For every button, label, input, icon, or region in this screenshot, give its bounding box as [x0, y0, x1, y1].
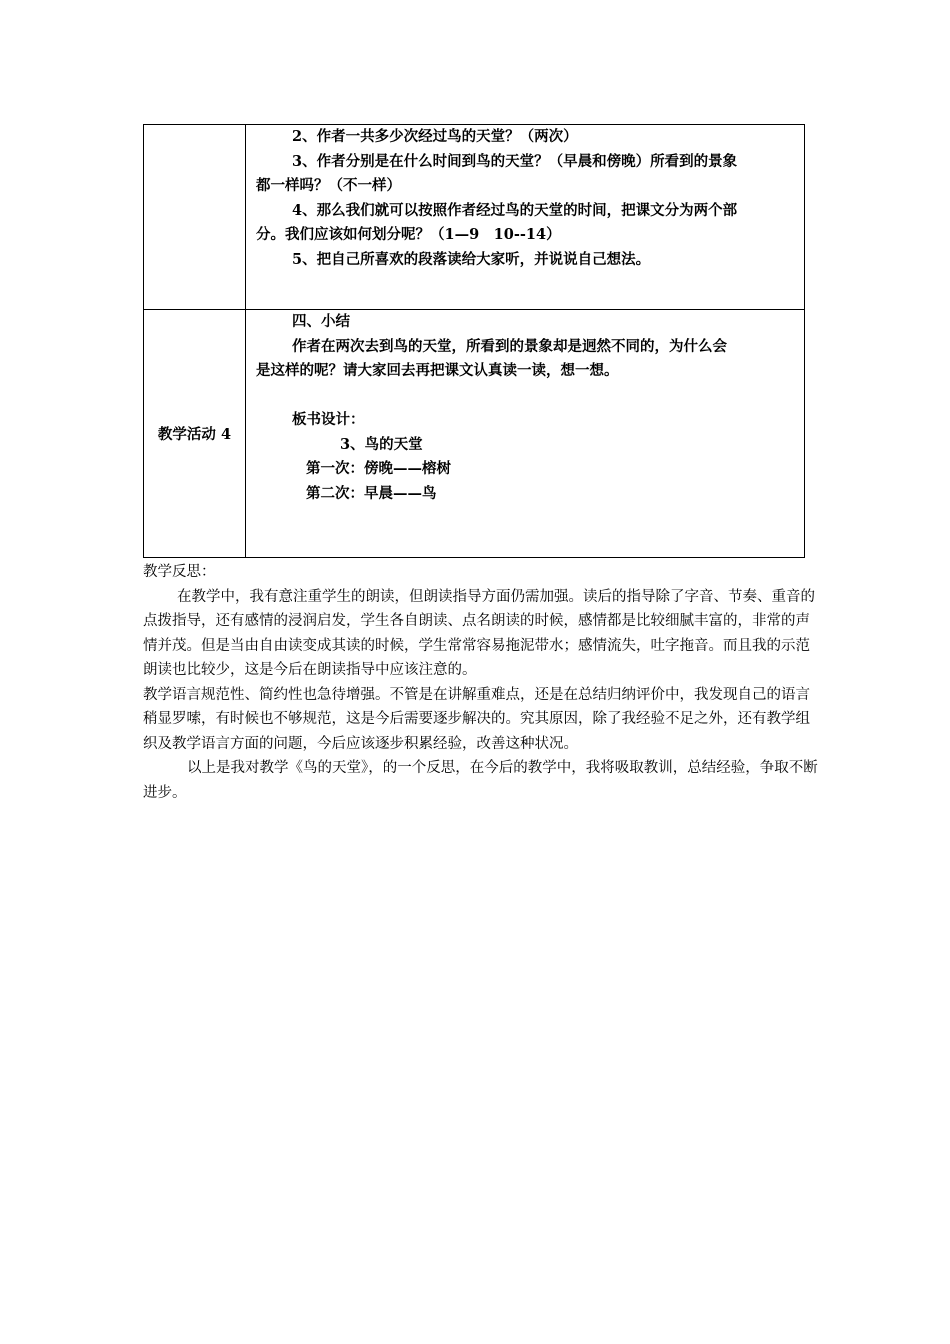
- activity-content-cell: [246, 125, 805, 310]
- summary-heading: 四、小结: [292, 313, 350, 330]
- board-design-title: 3、鸟的天堂: [340, 435, 423, 453]
- question-line: 4、那么我们就可以按照作者经过鸟的天堂的时间，把课文分为两个部: [292, 201, 738, 219]
- table-row: [144, 310, 805, 558]
- spacer: [256, 384, 798, 409]
- table-row: [144, 125, 805, 310]
- summary-line: 是这样的呢？请大家回去再把课文认真读一读，想一想。: [256, 362, 619, 379]
- question-line: 3、作者分别是在什么时间到鸟的天堂？（早晨和傍晚）所看到的景象: [292, 152, 738, 170]
- activity-label-cell: [144, 125, 246, 310]
- teaching-reflection: [143, 560, 819, 805]
- activity-content-cell: [246, 310, 805, 558]
- reflection-heading: 教学反思：: [143, 564, 216, 580]
- reflection-paragraph: 在教学中，我有意注重学生的朗读，但朗读指导方面仍需加强。读后的指导除了字音、节奏、重音的点拨指导，还有感情的浸润启发，学生各自朗读、点名朗读的时候，感情都是比较细腻丰富的，非常的声情并茂。但是当由自由读变成其读的时候，学生常常容易拖泥带水；感情流失，吐字拖音。而且我的示范朗读也比较少，这是今后在朗读指导中应该注意的。: [143, 588, 815, 678]
- question-line: 2、作者一共多少次经过鸟的天堂？（两次）: [292, 128, 578, 145]
- reflection-paragraph: 教学语言规范性、简约性也急待增强。不管是在讲解重难点，还是在总结归纳评价中，我发现自己的语言稍显罗嗦，有时候也不够规范，这是今后需要逐步解决的。究其原因，除了我经验不足之外，还有教学组织及教学语言方面的问题，今后应该逐步积累经验，改善这种状况。: [143, 686, 810, 752]
- summary-line: 作者在两次去到鸟的天堂，所看到的景象却是迥然不同的，为什么会: [292, 337, 727, 355]
- board-design-line: 第一次：傍晚——榕树: [306, 460, 451, 477]
- question-line: 5、把自己所喜欢的段落读给大家听，并说说自己想法。: [292, 250, 651, 268]
- board-design-heading: 板书设计：: [292, 411, 365, 428]
- activity-label-cell: 教学活动 4: [144, 310, 246, 558]
- board-design-line: 第二次：早晨——鸟: [306, 484, 437, 502]
- lesson-plan-table: [143, 124, 805, 558]
- reflection-paragraph: 以上是我对教学《鸟的天堂》，的一个反思，在今后的教学中，我将吸取教训，总结经验，争取不断进步。: [143, 760, 818, 801]
- question-line: 分。我们应该如何划分呢？（1—9 10--14）: [256, 226, 561, 243]
- question-line: 都一样吗？（不一样）: [256, 177, 401, 194]
